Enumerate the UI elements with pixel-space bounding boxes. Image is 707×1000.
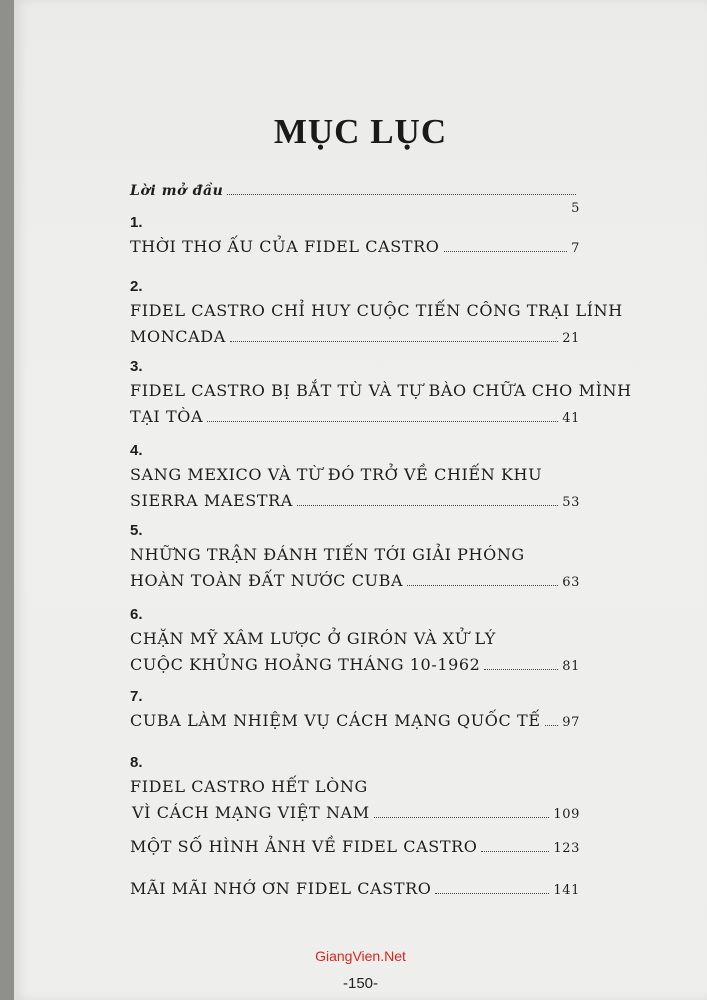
toc-page-number: 123 xyxy=(553,841,580,856)
toc-page-number: 141 xyxy=(553,883,580,898)
toc-page-number: 53 xyxy=(562,495,580,510)
toc-entry-label: Lời mở đầu xyxy=(130,183,224,199)
chapter-title-line: TẠI TÒA xyxy=(130,407,204,426)
dot-leader xyxy=(481,851,549,852)
toc-page-number: 21 xyxy=(562,331,580,346)
chapter-number: 5. xyxy=(130,522,143,539)
dot-leader xyxy=(407,585,558,586)
toc-page-number: 81 xyxy=(562,659,580,674)
chapter-title-line: NHỮNG TRẬN ĐÁNH TIẾN TỚI GIẢI PHÓNG xyxy=(130,545,525,564)
toc-page-number: 7 xyxy=(571,241,580,256)
page-title: MỤC LỤC xyxy=(273,112,448,151)
toc-page-number: 97 xyxy=(562,715,580,730)
watermark-text: GiangVien.Net xyxy=(315,948,406,964)
chapter-title-line: CHẶN MỸ XÂM LƯỢC Ở GIRÓN VÀ XỬ LÝ xyxy=(130,629,496,648)
chapter-title-line: HOÀN TOÀN ĐẤT NƯỚC CUBA xyxy=(130,571,404,590)
chapter-number: 1. xyxy=(130,214,143,231)
dot-leader xyxy=(297,505,558,506)
chapter-number: 8. xyxy=(130,754,143,771)
toc-entry-chapter-8 xyxy=(130,752,580,828)
dot-leader xyxy=(444,251,568,252)
toc-page-number: 5 xyxy=(571,201,580,216)
chapter-number: 6. xyxy=(130,606,143,623)
dot-leader xyxy=(207,421,558,422)
toc-entry-chapter-1 xyxy=(130,212,580,262)
toc-entry-gratitude xyxy=(130,876,580,904)
chapter-number: 4. xyxy=(130,442,143,459)
dot-leader xyxy=(374,817,550,818)
toc-page-number: 41 xyxy=(562,411,580,426)
chapter-number: 2. xyxy=(130,278,143,295)
chapter-title-line: FIDEL CASTRO HẾT LÒNG xyxy=(130,777,368,796)
chapter-title-line: MONCADA xyxy=(130,327,226,346)
book-page xyxy=(14,0,707,1000)
toc-entry-photos xyxy=(130,834,580,862)
chapter-title-line: VÌ CÁCH MẠNG VIỆT NAM xyxy=(132,803,370,822)
chapter-title-line: CUBA LÀM NHIỆM VỤ CÁCH MẠNG QUỐC TẾ xyxy=(130,711,541,730)
dot-leader xyxy=(230,341,558,342)
dot-leader xyxy=(545,725,559,726)
toc-entry-chapter-7 xyxy=(130,686,580,736)
page-number: -150- xyxy=(342,975,379,992)
dot-leader xyxy=(435,893,549,894)
chapter-title-line: SIERRA MAESTRA xyxy=(130,491,293,510)
chapter-title-line: FIDEL CASTRO BỊ BẮT TÙ VÀ TỰ BÀO CHỮA CHO MÌNH xyxy=(130,381,632,400)
toc-entry-label: MỘT SỐ HÌNH ẢNH VỀ FIDEL CASTRO xyxy=(130,837,478,856)
chapter-number: 7. xyxy=(130,688,143,705)
dot-leader xyxy=(227,194,576,195)
toc-entry-label: MÃI MÃI NHỚ ƠN FIDEL CASTRO xyxy=(130,879,432,898)
toc-entry-chapter-2 xyxy=(130,276,623,352)
chapter-title-line: SANG MEXICO VÀ TỪ ĐÓ TRỞ VỀ CHIẾN KHU xyxy=(130,465,543,484)
chapter-title-line: CUỘC KHỦNG HOẢNG THÁNG 10-1962 xyxy=(130,655,481,674)
toc-entry-chapter-5 xyxy=(130,520,580,596)
chapter-number: 3. xyxy=(130,358,143,375)
toc-entry-chapter-4 xyxy=(130,440,580,516)
chapter-title-line: THỜI THƠ ẤU CỦA FIDEL CASTRO xyxy=(130,237,440,256)
toc-page-number: 63 xyxy=(562,575,580,590)
toc-entry-chapter-3 xyxy=(130,356,632,432)
toc-entry-chapter-6 xyxy=(130,604,580,680)
chapter-title-line: FIDEL CASTRO CHỈ HUY CUỘC TIẾN CÔNG TRẠI LÍNH xyxy=(130,301,623,320)
dot-leader xyxy=(484,669,558,670)
toc-page-number: 109 xyxy=(553,807,580,822)
